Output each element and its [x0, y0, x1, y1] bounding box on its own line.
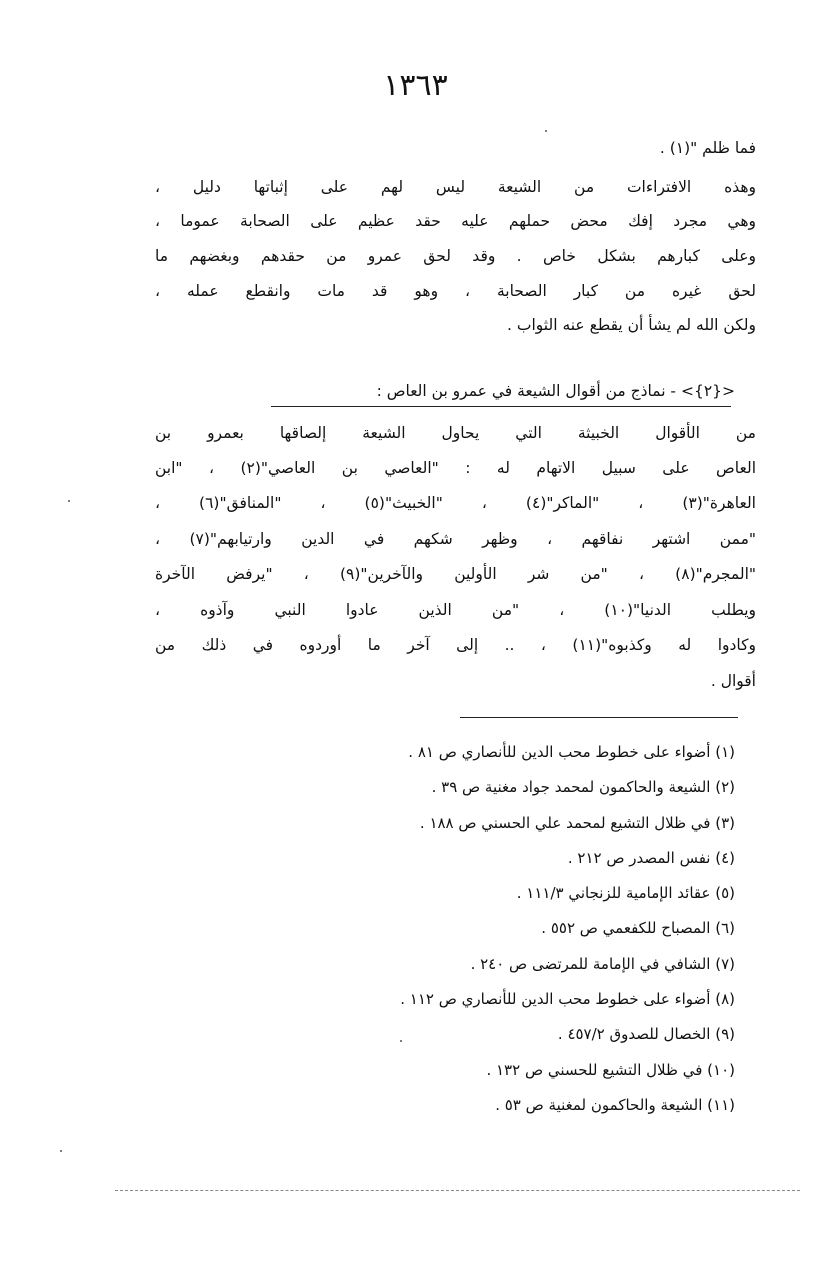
- scan-speck: [68, 500, 70, 502]
- scan-edge-line: [115, 1190, 800, 1191]
- paragraph-line: فما ظلم "(١) .: [659, 139, 756, 157]
- section-heading: <{٢}> - نماذج من أقوال الشيعة في عمرو بن العاص :: [376, 382, 735, 400]
- paragraph-line: "المجرم"(٨) ، "من شر الأولين والآخرين"(٩) ، "يرفض الآخرة: [155, 565, 757, 583]
- paragraph-line: لحق غيره من كبار الصحابة ، وهو قد مات وانقطع عمله ،: [155, 282, 756, 300]
- scan-speck: [545, 130, 547, 132]
- heading-underline: [271, 406, 731, 407]
- footnote: (١١) الشيعة والحاكمون لمغنية ص ٥٣ .: [495, 1096, 735, 1114]
- footnote: (٣) في ظلال التشيع لمحمد علي الحسني ص ١٨٨ .: [419, 814, 735, 832]
- footnote: (٢) الشيعة والحاكمون لمحمد جواد مغنية ص ٣٩ .: [431, 778, 735, 796]
- paragraph-line: وكادوا له وكذبوه"(١١) ، .. إلى آخر ما أوردوه في ذلك من: [155, 636, 756, 654]
- footnote: (١) أضواء على خطوط محب الدين للأنصاري ص ٨١ .: [408, 743, 735, 761]
- footnote: (٨) أضواء على خطوط محب الدين للأنصاري ص ١١٢ .: [400, 990, 735, 1008]
- paragraph-line: العاص على سبيل الاتهام له : "العاصي بن العاصي"(٢) ، "ابن: [155, 459, 756, 477]
- paragraph-line: "ممن اشتهر نفاقهم ، وظهر شكهم في الدين وارتيابهم"(٧) ،: [155, 530, 756, 548]
- paragraph-line: أقوال .: [710, 672, 756, 690]
- footnote: (٧) الشافي في الإمامة للمرتضى ص ٢٤٠ .: [470, 955, 735, 973]
- footnote-separator: [460, 717, 738, 718]
- paragraph-line: وهذه الافتراءات من الشيعة ليس لهم على إثباتها دليل ،: [155, 178, 756, 196]
- page-number: ١٣٦٣: [383, 68, 448, 103]
- paragraph-line: ويطلب الدنيا"(١٠) ، "من الذين عادوا النبي وآذوه ،: [155, 601, 756, 619]
- footnote: (٦) المصباح للكفعمي ص ٥٥٢ .: [541, 919, 735, 937]
- paragraph-line: من الأقوال الخبيثة التي يحاول الشيعة إلصاقها بعمرو بن: [155, 424, 756, 442]
- footnote: (٩) الخصال للصدوق ٤٥٧/٢ .: [557, 1025, 735, 1043]
- footnote: (٤) نفس المصدر ص ٢١٢ .: [567, 849, 735, 867]
- paragraph-line: ولكن الله لم يشأ أن يقطع عنه الثواب .: [507, 316, 756, 334]
- footnote: (٥) عقائد الإمامية للزنجاني ١١١/٣ .: [516, 884, 735, 902]
- scan-speck: [400, 1040, 402, 1042]
- paragraph-line: العاهرة"(٣) ، "الماكر"(٤) ، "الخبيث"(٥) ، "المنافق"(٦) ،: [155, 494, 756, 512]
- scan-speck: [60, 1150, 62, 1152]
- paragraph-line: وعلى كبارهم بشكل خاص . وقد لحق عمرو من حقدهم وبغضهم ما: [155, 247, 756, 265]
- paragraph-line: وهي مجرد إفك محض حملهم عليه حقد عظيم على الصحابة عموما ،: [155, 212, 756, 230]
- footnote: (١٠) في ظلال التشيع للحسني ص ١٣٢ .: [486, 1061, 735, 1079]
